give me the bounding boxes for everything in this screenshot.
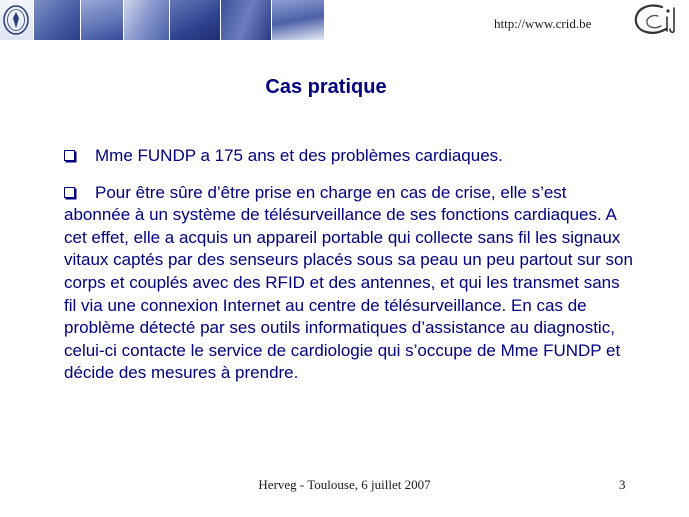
bullet-item (64, 182, 634, 385)
bullet-text: Pour être sûre d’être prise en charge en cas de crise, elle s’est abonnée à un système de télésurveillance de ses fonctions cardiaques. A cet effet, elle a acquis un appareil portable qui collecte sans fil les signaux vitaux captés par des senseurs placés sous sa peau un peu partout sur son corps et couplés avec des RFID et des antennes, et qui les transmet sans fil via une connexion Internet au centre de télésurveillance. En cas de problème détecté par ses outils informatiques d’assistance au diagnostic, celui-ci contacte le service de cardiologie qui s’occupe de Mme FUNDP et décide des mesures à prendre. (64, 182, 633, 383)
header-url-link[interactable]: http://www.crid.be (494, 16, 592, 31)
bullet-item (64, 145, 634, 168)
banner-photo (123, 0, 169, 40)
university-seal-icon (0, 0, 33, 40)
bullet-list (64, 145, 634, 385)
footer-text: Herveg - Toulouse, 6 juillet 2007 (258, 477, 431, 492)
header-banner (0, 0, 318, 40)
checkbox-bullet-icon (64, 187, 75, 198)
banner-photo (33, 0, 80, 40)
banner-photo (80, 0, 123, 40)
banner-photo (220, 0, 271, 40)
crid-logo-icon (628, 2, 678, 43)
bullet-text: Mme FUNDP a 175 ans et des problèmes cardiaques. (95, 146, 503, 165)
banner-photo (271, 0, 324, 40)
slide-title: Cas pratique (265, 76, 387, 98)
checkbox-bullet-icon (64, 150, 75, 161)
page-number: 3 (619, 477, 626, 492)
banner-photo (169, 0, 220, 40)
